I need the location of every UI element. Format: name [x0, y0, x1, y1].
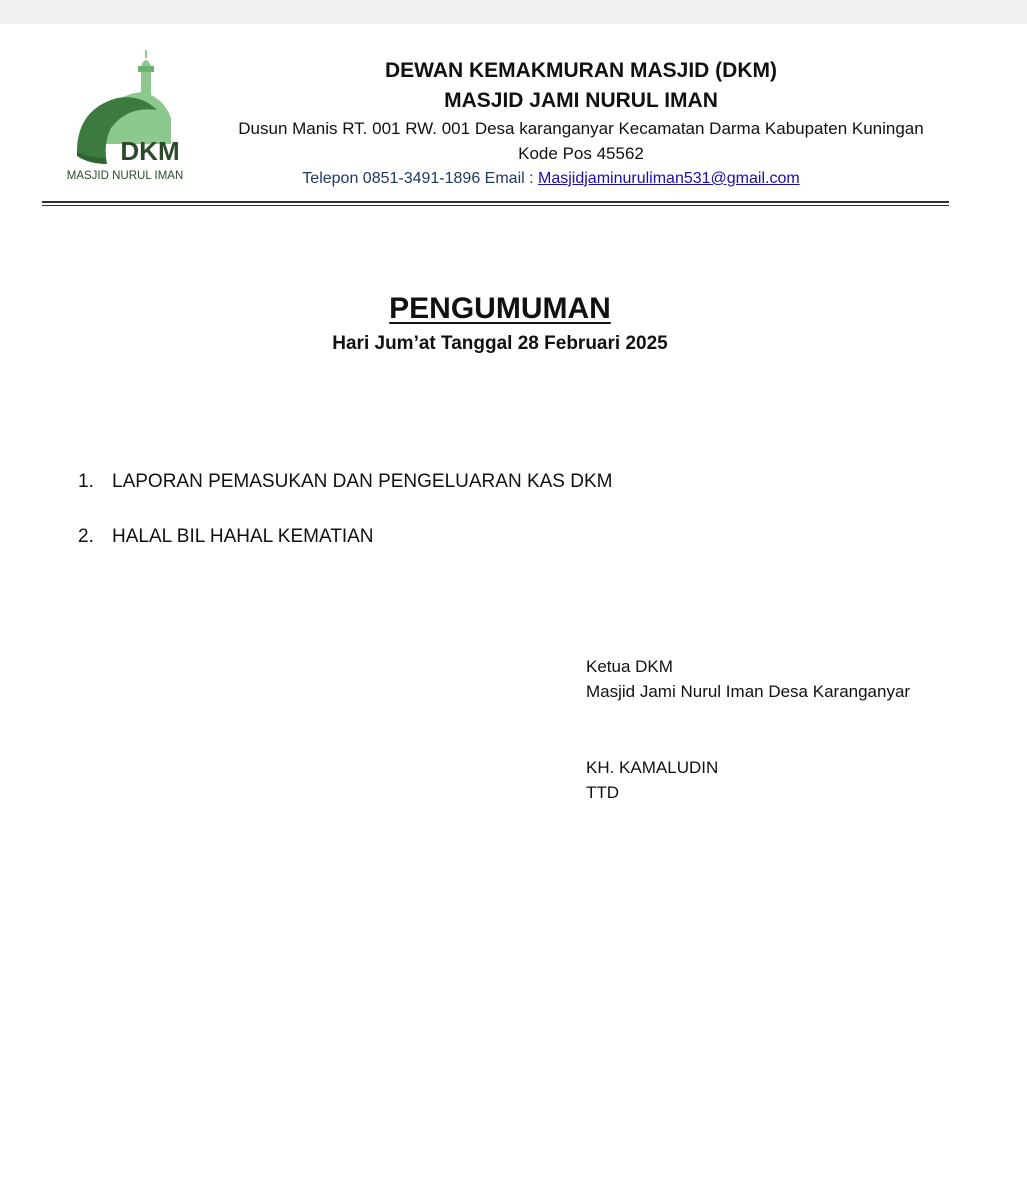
- list-item: [78, 468, 612, 496]
- announcement-title: PENGUMUMAN: [389, 292, 611, 325]
- signatory-organization: Masjid Jami Nurul Iman Desa Karanganyar: [586, 682, 911, 701]
- signatory-name: KH. KAMALUDIN: [586, 758, 719, 777]
- email-link[interactable]: Masjidjaminuruliman531@gmail.com: [538, 170, 800, 187]
- mosque-name: MASJID JAMI NURUL IMAN: [444, 89, 718, 112]
- contact-line: [136, 166, 966, 191]
- organization-name: DEWAN KEMAKMURAN MASJID (DKM): [385, 59, 777, 82]
- letterhead: [196, 56, 966, 191]
- list-item: [78, 523, 612, 551]
- signature-block: [586, 654, 910, 805]
- signature-mark: TTD: [586, 783, 620, 802]
- list-item-text: HALAL BIL HAHAL KEMATIAN: [112, 526, 374, 547]
- logo-text-main: DKM: [120, 136, 180, 166]
- list-item-number: 1.: [78, 471, 94, 492]
- signature-space: [586, 704, 910, 755]
- viewer-top-bar: [0, 0, 1027, 24]
- letterhead-divider-thick: [42, 201, 949, 203]
- list-item-number: 2.: [78, 526, 94, 547]
- announcement-header: [0, 290, 1000, 358]
- announcement-date: Hari Jum’at Tanggal 28 Februari 2025: [332, 333, 668, 354]
- logo-text-sub: MASJID NURUL IMAN: [67, 170, 183, 182]
- list-item-text: LAPORAN PEMASUKAN DAN PENGELUARAN KAS DKM: [112, 471, 613, 492]
- letterhead-divider-thin: [42, 205, 949, 206]
- phone-text: Telepon 0851-3491-1896 Email :: [302, 170, 539, 187]
- agenda-list: [78, 468, 612, 578]
- document-page: [0, 24, 1027, 1181]
- signatory-position: Ketua DKM: [586, 657, 673, 676]
- address: Dusun Manis RT. 001 RW. 001 Desa karanganyar Kecamatan Darma Kabupaten Kuningan Kode Pos 45562: [238, 119, 924, 163]
